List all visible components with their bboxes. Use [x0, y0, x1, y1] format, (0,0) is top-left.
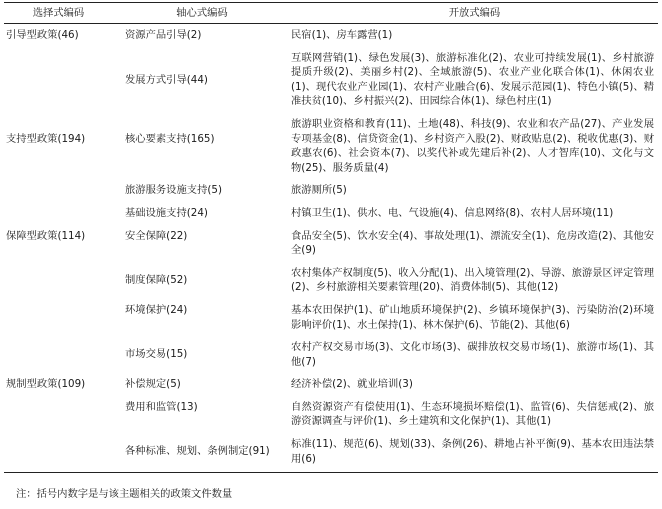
- axial-code-cell: 各种标准、规划、条例制定(91): [113, 433, 291, 473]
- header-selective-coding: 选择式编码: [4, 3, 113, 24]
- axial-code-cell: 费用和监管(13): [125, 400, 198, 413]
- axial-code-cell: 资源产品引导(2): [125, 29, 202, 41]
- header-axial-coding: 轴心式编码: [113, 3, 291, 24]
- axial-code-cell: 发展方式引导(44): [125, 73, 208, 86]
- open-code-cell: 农村集体产权制度(5)、收入分配(1)、出入境管理(2)、导游、旅游景区评定管理(2)、乡村旅游相关要素管理(20)、消费体制(5)、其他(12): [291, 266, 654, 294]
- table-row: [4, 396, 658, 433]
- table-row: [4, 299, 658, 336]
- table-row: [4, 225, 658, 262]
- table-row: [4, 433, 658, 473]
- selective-code-cell: [4, 179, 113, 202]
- header-open-coding: 开放式编码: [291, 3, 658, 24]
- selective-code-cell: [4, 336, 113, 373]
- axial-code-cell: 环境保护(24): [125, 303, 188, 316]
- selective-code-cell: 规制型政策(109): [6, 378, 86, 391]
- open-code-cell: 标准(11)、规范(6)、规划(33)、条例(26)、耕地占补平衡(9)、基本农田违法禁用(6): [291, 433, 658, 473]
- open-code-cell: 村镇卫生(1)、供水、电、气设施(4)、信息网络(8)、农村人居环境(11): [291, 206, 614, 219]
- open-code-cell: 经济补偿(2)、就业培训(3): [291, 378, 413, 391]
- table-row: [4, 336, 658, 373]
- policy-coding-table-container: [4, 2, 658, 473]
- table-row: [4, 179, 658, 202]
- axial-code-cell: 旅游服务设施支持(5): [125, 184, 222, 197]
- header-row: [4, 3, 658, 24]
- open-code-cell: 农村产权交易市场(3)、文化市场(3)、碳排放权交易市场(1)、旅游市场(1)、其他(7): [291, 341, 654, 368]
- selective-code-cell: [4, 396, 113, 433]
- open-code-cell: 食品安全(5)、饮水安全(4)、事故处理(1)、漂流安全(1)、危房改造(2)、其他安全(9): [291, 229, 654, 257]
- open-code-cell: 基本农田保护(1)、矿山地质环境保护(2)、乡镇环境保护(3)、污染防治(2)环境影响评价(1)、水土保持(1)、林木保护(6)、节能(2)、其他(6): [291, 303, 654, 331]
- selective-code-cell: 支持型政策(194): [6, 132, 86, 145]
- axial-code-cell: 安全保障(22): [125, 229, 188, 242]
- table-header: [4, 3, 658, 24]
- policy-coding-table: [4, 2, 658, 473]
- table-body: [4, 24, 658, 473]
- axial-code-cell: 市场交易(15): [125, 348, 188, 361]
- open-code-cell: 旅游职业资格和教育(11)、土地(48)、科技(9)、农业和农产品(27)、产业发展专项基金(8)、信贷资金(1)、乡村资产入股(2)、财政贴息(2)、税收优惠(3)、财政惠农(6)、社会资本(7)、以奖代补或先建后补(2)、人才智库(10)、文化与文物(25)、服务质量(4): [291, 117, 654, 174]
- selective-code-cell: 引导型政策(46): [6, 29, 79, 41]
- selective-code-cell: 保障型政策(114): [6, 229, 86, 242]
- axial-code-cell: 补偿规定(5): [125, 378, 181, 391]
- selective-code-cell: [4, 47, 113, 113]
- table-row: [4, 47, 658, 113]
- table-row: [4, 202, 658, 225]
- table-row: [4, 262, 658, 299]
- selective-code-cell: [4, 299, 113, 336]
- table-footnote: 注：括号内数字是与该主题相关的政策文件数量: [16, 488, 233, 500]
- axial-code-cell: 基础设施支持(24): [125, 206, 208, 219]
- selective-code-cell: [4, 262, 113, 299]
- open-code-cell: 互联网营销(1)、绿色发展(3)、旅游标准化(2)、农业可持续发展(1)、乡村旅游提质升级(2)、美丽乡村(2)、全域旅游(5)、农业产业化联合体(1)、休闲农业(1)、现代农业产业园(1)、农村产业融合(6)、发展示范园(1)、特色小镇(5)、精准扶贫(10)、乡村振兴(2)、田园综合体(1)、绿色村庄(1): [291, 51, 654, 108]
- open-code-cell: 旅游厕所(5): [291, 184, 347, 197]
- open-code-cell: 自然资源资产有偿使用(1)、生态环境损坏赔偿(1)、监管(6)、失信惩戒(2)、旅游资源调查与评价(1)、乡土建筑和文化保护(1)、其他(1): [291, 400, 654, 428]
- axial-code-cell: 核心要素支持(165): [125, 132, 215, 145]
- axial-code-cell: 制度保障(52): [125, 273, 188, 286]
- selective-code-cell: [4, 202, 113, 225]
- table-row: [4, 373, 658, 396]
- table-row: [4, 24, 658, 47]
- selective-code-cell: [4, 433, 113, 473]
- open-code-cell: 民宿(1)、房车露营(1): [291, 29, 393, 41]
- table-row: [4, 113, 658, 179]
